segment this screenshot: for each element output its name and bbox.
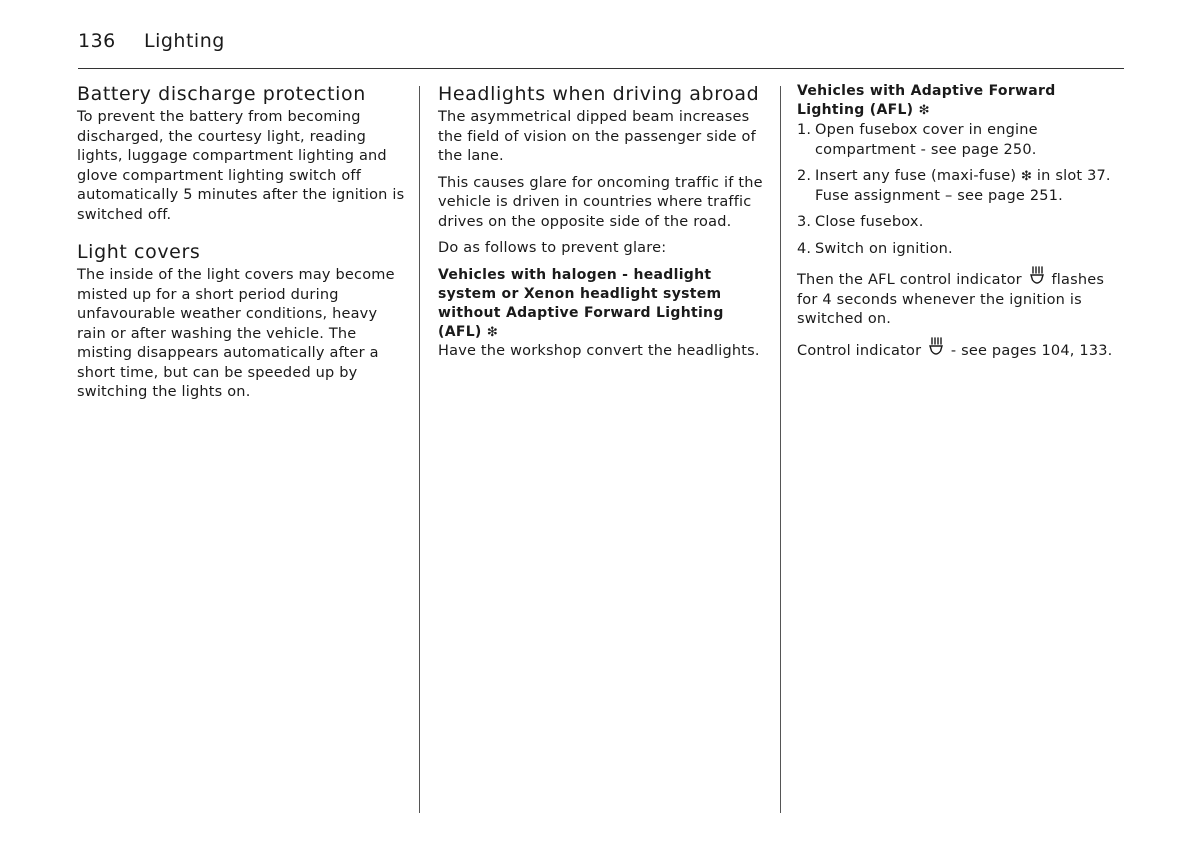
step-number: 3. xyxy=(797,214,812,230)
afl-subheading xyxy=(797,82,1122,120)
afl-steps-list xyxy=(797,121,1122,259)
afl-headlight-indicator-icon xyxy=(1029,266,1045,288)
light-covers-paragraph: The inside of the light covers may become misted up for a short period during unfavourable weather conditions, heavy rain or after washing the vehicle. The misting disappears automatically after a short time, but can be speeded up by switching the lights on. xyxy=(77,267,395,400)
step-text: Close fusebox. xyxy=(815,214,924,230)
page-number: 136 xyxy=(78,30,116,52)
step-text: Insert any fuse (maxi-fuse) xyxy=(815,168,1017,184)
column-middle xyxy=(438,82,768,368)
control-indicator-note xyxy=(797,337,1122,362)
section-heading-light-covers: Light covers xyxy=(77,241,201,263)
list-item xyxy=(797,213,1122,233)
afl-note-text: flashes for 4 seconds whenever the ignition is switched on. xyxy=(797,272,1105,327)
section-heading-battery: Battery discharge protection xyxy=(77,83,366,105)
list-item xyxy=(797,121,1122,160)
afl-note-text: Then the AFL control indicator xyxy=(797,272,1022,288)
snowflake-icon: ❇ xyxy=(486,324,499,340)
headlights-paragraph-3: Do as follows to prevent glare: xyxy=(438,240,667,256)
page-header xyxy=(78,28,1124,69)
list-item xyxy=(797,167,1122,206)
afl-headlight-indicator-icon xyxy=(928,337,944,359)
battery-paragraph: To prevent the battery from becoming discharged, the courtesy light, reading lights, luggage compartment lighting and glove compartment lighting switch off automatically 5 minutes after the ignition is switched off. xyxy=(77,109,405,223)
workshop-instruction: Have the workshop convert the headlights. xyxy=(438,342,760,359)
headlights-paragraph-2: This causes glare for oncoming traffic if the vehicle is driven in countries where traffic drives on the opposite side of the road. xyxy=(438,174,763,230)
afl-note xyxy=(797,266,1122,330)
control-note-text: - see pages 104, 133. xyxy=(950,342,1113,359)
step-number: 1. xyxy=(797,122,812,138)
snowflake-icon: ❇ xyxy=(1021,169,1033,184)
step-number: 4. xyxy=(797,240,812,257)
column-right xyxy=(797,82,1122,368)
step-text: in slot 37. Fuse assignment – see page 251. xyxy=(815,168,1111,204)
halogen-subheading xyxy=(438,266,768,342)
column-left xyxy=(77,82,407,410)
column-divider xyxy=(780,86,781,813)
afl-subheading-text: Vehicles with Adaptive Forward Lighting (AFL) xyxy=(797,83,1056,118)
control-note-text: Control indicator xyxy=(797,342,922,359)
list-item xyxy=(797,240,1122,260)
section-heading-headlights-abroad: Headlights when driving abroad xyxy=(438,83,760,105)
headlights-paragraph-1: The asymmetrical dipped beam increases the field of vision on the passenger side of the lane. xyxy=(438,109,756,164)
halogen-subheading-text: Vehicles with halogen - headlight system or Xenon headlight system without Adaptive Forward Lighting (AFL) xyxy=(438,266,724,340)
column-divider xyxy=(419,86,420,813)
step-number: 2. xyxy=(797,168,812,184)
step-text: Switch on ignition. xyxy=(815,240,953,257)
snowflake-icon: ❇ xyxy=(918,103,930,118)
step-text: Open fusebox cover in engine compartment - see page 250. xyxy=(815,122,1038,158)
running-title: Lighting xyxy=(144,30,225,52)
